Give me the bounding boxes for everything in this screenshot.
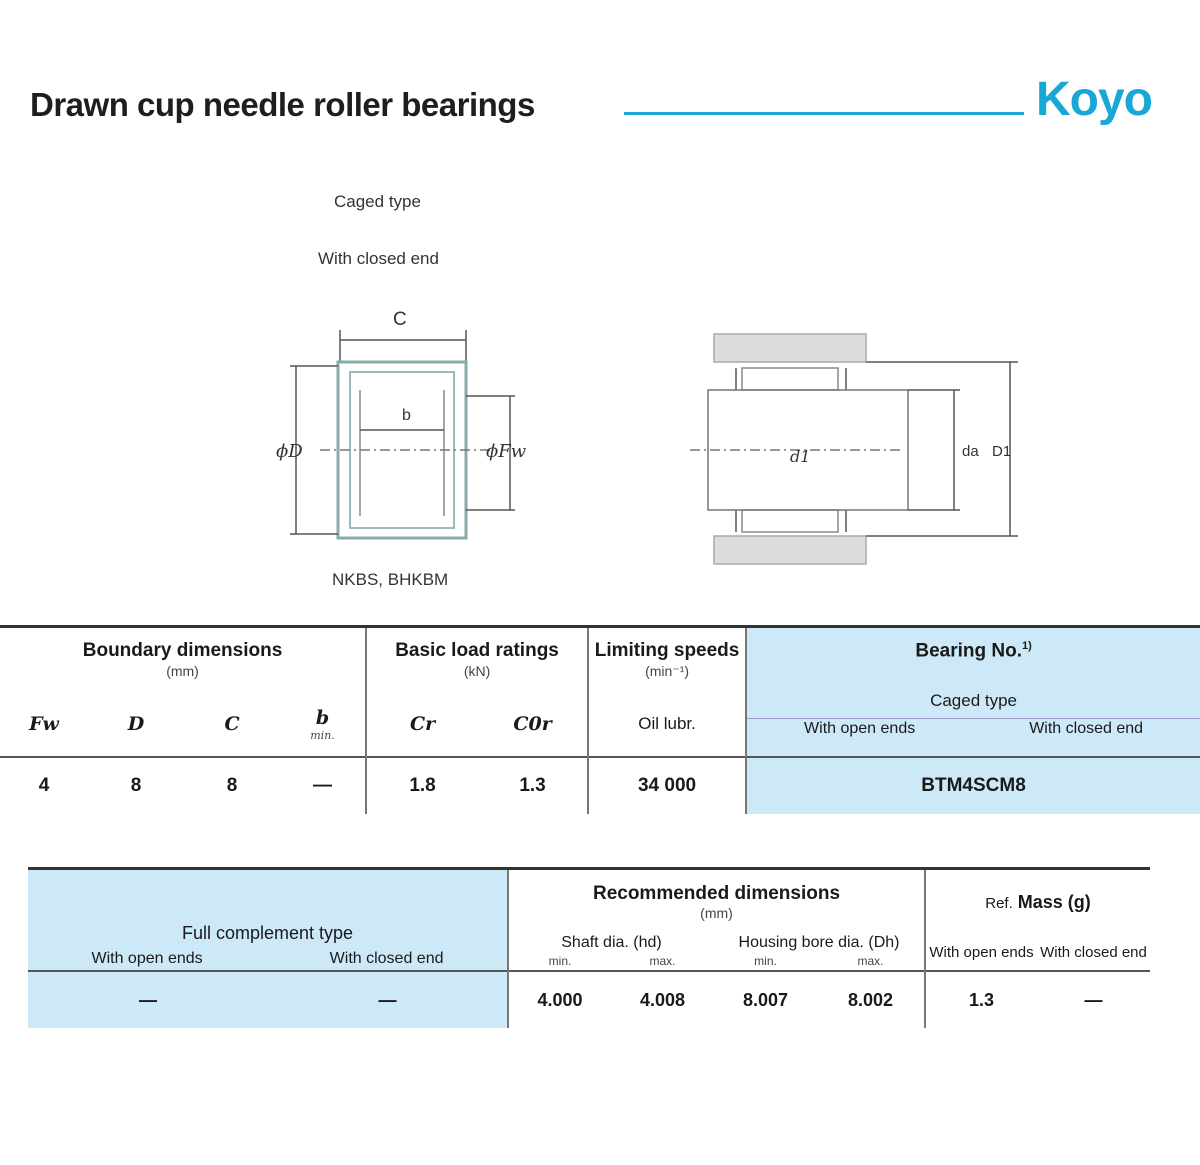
col-b: b min. (280, 692, 366, 757)
cell-cr: 1.8 (366, 757, 478, 814)
full-open-label: With open ends (91, 949, 203, 967)
cell-b: — (280, 757, 366, 814)
housing-min: min. (714, 952, 817, 971)
cell-housing-max: 8.002 (817, 971, 925, 1028)
bearing-open-ends-label: With open ends (804, 719, 916, 737)
mass-open-label: With open ends (929, 943, 1034, 961)
shaft-max: max. (611, 952, 714, 971)
cell-full-open: — (28, 971, 268, 1028)
label-phi-fw: ϕFw (486, 441, 527, 462)
cell-c0r: 1.3 (478, 757, 588, 814)
col-oil: Oil lubr. (588, 692, 746, 757)
cell-shaft-max: 4.008 (611, 971, 714, 1028)
caption-type: Caged type (334, 192, 421, 211)
recommended-dimensions-header: Recommended dimensions (mm) (508, 869, 925, 935)
col-c0r: C0r (478, 692, 588, 757)
brand-logo: Koyo (1036, 73, 1152, 126)
cell-c: 8 (184, 757, 280, 814)
housing-bore-label: Housing bore dia. (Dh) (714, 934, 925, 952)
bearing-closed-end-label: With closed end (1029, 719, 1144, 737)
label-d1-housing: D1 (992, 443, 1012, 460)
page-title: Drawn cup needle roller bearings (30, 86, 535, 123)
cell-mass-open: 1.3 (925, 971, 1037, 1028)
shaft-min: min. (508, 952, 611, 971)
full-closed-label: With closed end (329, 949, 444, 967)
cell-mass-closed: — (1037, 971, 1150, 1028)
mounting-table (28, 867, 1150, 1028)
label-b: b (402, 407, 411, 424)
load-ratings-header: Basic load ratings (kN) (366, 627, 588, 693)
caption-end: With closed end (318, 249, 439, 268)
housing-max: max. (817, 952, 925, 971)
label-phi-d: ϕD (276, 441, 303, 462)
cell-fw: 4 (0, 757, 88, 814)
table-row (28, 971, 1150, 1028)
col-fw: Fw (29, 713, 59, 735)
label-da: da (962, 443, 979, 460)
cell-d: 8 (88, 757, 184, 814)
cell-housing-min: 8.007 (714, 971, 817, 1028)
bearing-section-drawing (290, 330, 515, 538)
bearing-no-header: Bearing No.$^{1)}$ Caged type With open ends With closed end (746, 627, 1200, 758)
caption-bottom: NKBS, BHKBM (332, 570, 449, 589)
mass-closed-label: With closed end (1040, 943, 1147, 961)
limiting-speeds-header: Limiting speeds (min⁻¹) (588, 627, 746, 693)
boundary-dimensions-header: Boundary dimensions (mm) (0, 627, 366, 693)
label-d1: d1 (790, 447, 811, 466)
label-c: C (393, 309, 407, 330)
col-d: D (127, 713, 145, 735)
shaft-dia-label: Shaft dia. (hd) (561, 934, 662, 951)
table-row (0, 757, 1200, 814)
cell-shaft-min: 4.000 (508, 971, 611, 1028)
mass-header: Ref. Mass (g) (985, 891, 1091, 912)
cell-speed: 34 000 (588, 757, 746, 814)
col-c: C (224, 713, 240, 735)
cell-full-closed: — (268, 971, 508, 1028)
cell-bearing-no: BTM4SCM8 (746, 757, 1200, 814)
dimensions-table (0, 625, 1200, 814)
col-cr: Cr (409, 713, 436, 735)
full-complement-header: Full complement type With open ends With closed end (28, 869, 508, 972)
